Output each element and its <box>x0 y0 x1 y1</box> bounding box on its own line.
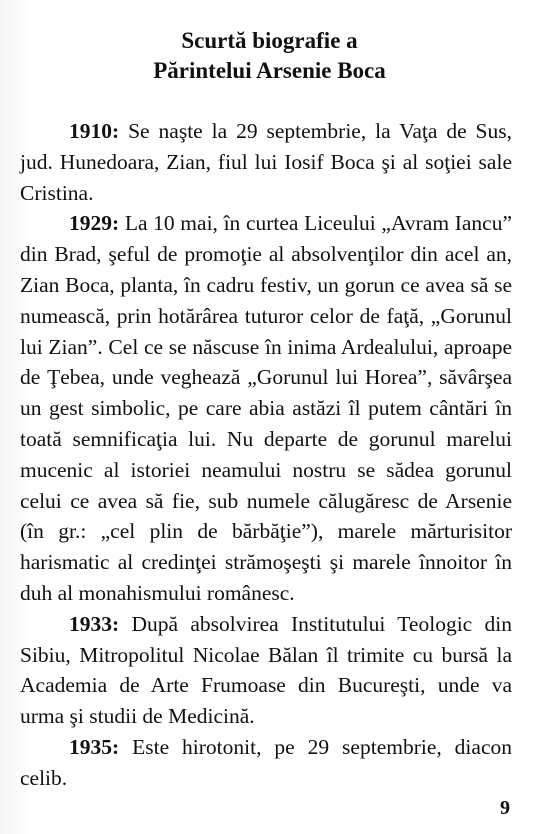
year-label: 1935: <box>69 734 120 759</box>
paragraph-1929 <box>20 208 512 608</box>
paragraph-text: Este hirotonit, pe 29 septembrie, diacon celib. <box>20 734 512 790</box>
page-number: 9 <box>500 797 510 819</box>
paragraph-1910 <box>20 116 512 208</box>
chapter-title-line-2: Părintelui Arsenie Boca <box>153 58 386 83</box>
biography-text <box>20 116 512 794</box>
year-label: 1910: <box>69 119 120 143</box>
paragraph-text: Se naşte la 29 septembrie, la Vaţa de Sus, jud. Hunedoara, Zian, fiul lui Iosif Boca şi al soţiei sale Cristina. <box>20 119 512 205</box>
paragraph-text: La 10 mai, în curtea Liceului „Avram Iancu” din Brad, şeful de promoţie al absolvenţilor din acel an, Zian Boca, planta, în cadru festiv, un gorun ce avea să se numească, prin hotărârea tuturor celor de faţă, „Gorunul lui Zian”. Cel ce se născuse în inima Ardealului, aproape de Ţebea, unde veghează „Gorunul lui Horea”, săvârşea un gest simbolic, pe care abia astăzi îl putem cântări în toată semnificaţia lui. Nu departe de gorunul marelui mucenic al istoriei neamului nostru se sădea gorunul celui ce avea să fie, sub numele călugăresc de Arsenie (în gr.: „cel plin de bărbăţie”), marele mărturisitor harismatic al credinţei strămoşeşti şi marele înnoitor în duh al monahismului românesc. <box>20 211 512 605</box>
year-label: 1933: <box>69 611 120 636</box>
paragraph-1935 <box>20 732 512 794</box>
paragraph-1933 <box>20 609 512 732</box>
paragraph-text: După absolvirea Institutului Teologic din Sibiu, Mitropolitul Nicolae Bălan îl trimite cu bursă la Academia de Arte Frumoase din Bucureşti, unde va urma şi studii de Medicină. <box>20 611 512 729</box>
year-label: 1929: <box>69 211 120 236</box>
chapter-title-line-1: Scurtă biografie a <box>181 28 358 53</box>
